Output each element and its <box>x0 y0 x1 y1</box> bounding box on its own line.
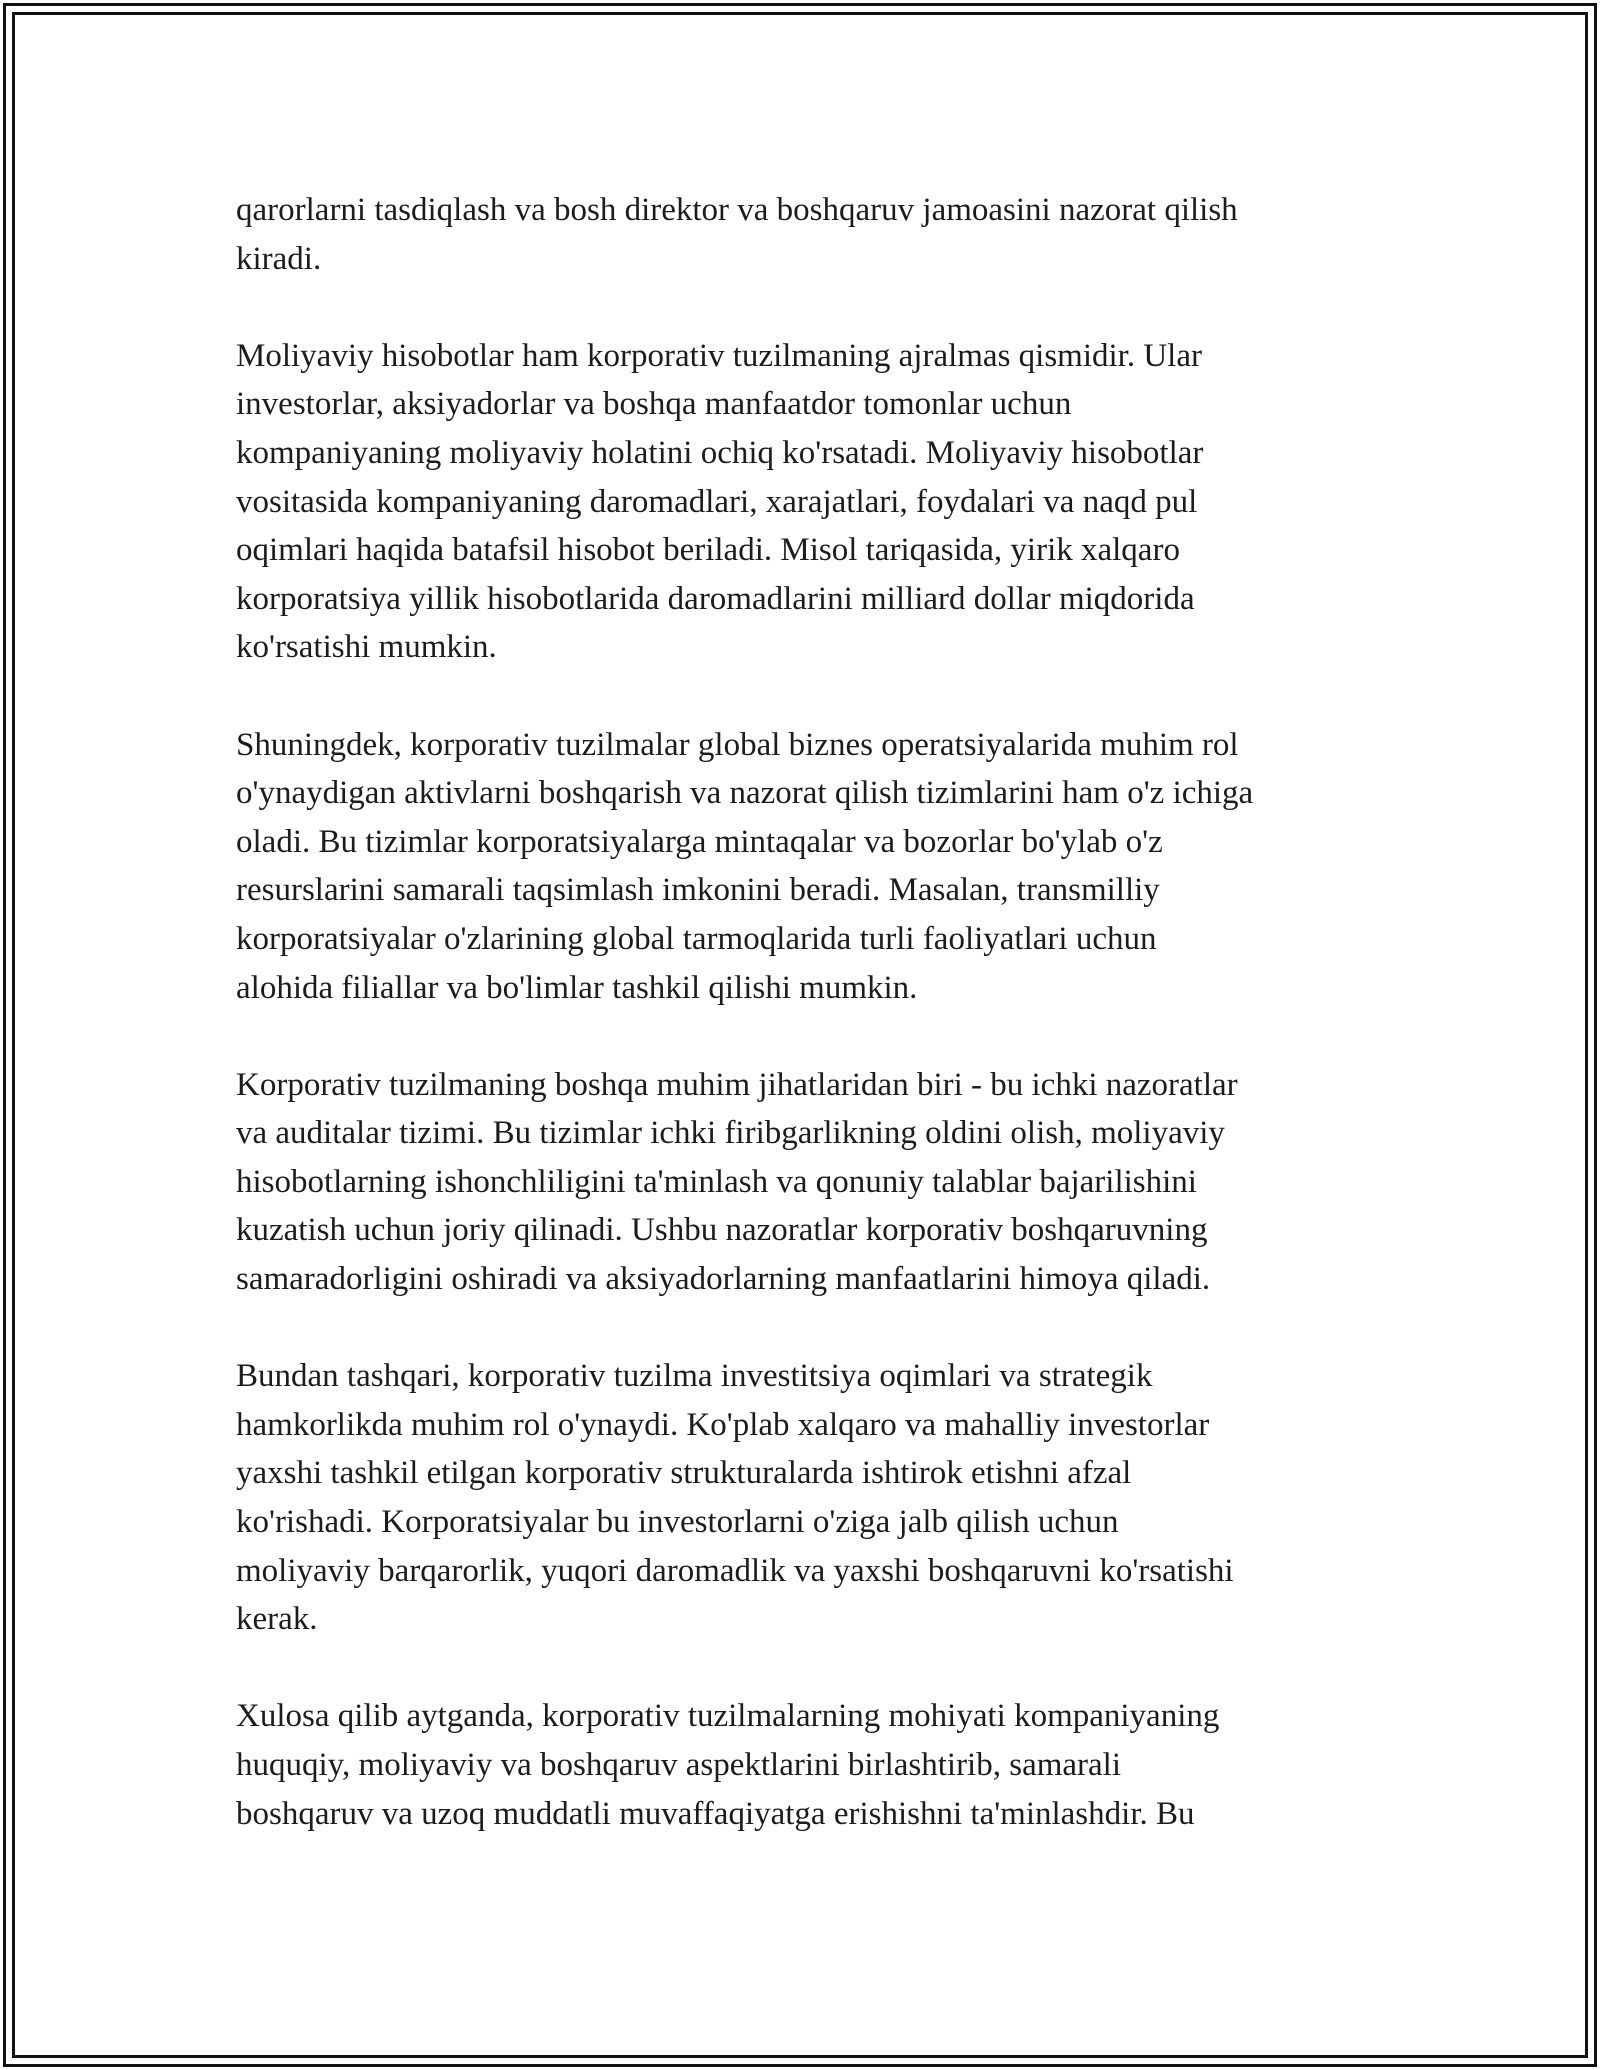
text-line: resurslarini samarali taqsimlash imkonini beradi. Masalan, transmilliy <box>236 872 1160 909</box>
text-line: hamkorlikda muhim rol o'ynaydi. Ko'plab xalqaro va mahalliy investorlar <box>236 1406 1210 1443</box>
text-line: Bundan tashqari, korporativ tuzilma investitsiya oqimlari va strategik <box>236 1358 1153 1395</box>
text-line: oladi. Bu tizimlar korporatsiyalarga mintaqalar va bozorlar bo'ylab o'z <box>236 823 1163 860</box>
paragraph-3 <box>236 721 1380 1013</box>
text-line: va auditalar tizimi. Bu tizimlar ichki firibgarlikning oldini olish, moliyaviy <box>236 1115 1225 1152</box>
text-line: Xulosa qilib aytganda, korporativ tuzilmalarning mohiyati kompaniyaning <box>236 1698 1220 1735</box>
text-line: Moliyaviy hisobotlar ham korporativ tuzilmaning ajralmas qismidir. Ular <box>236 337 1202 374</box>
text-line: kiradi. <box>236 240 322 277</box>
text-line: huquqiy, moliyaviy va boshqaruv aspektlarini birlashtirib, samarali <box>236 1747 1122 1783</box>
text-line: ko'rishadi. Korporatsiyalar bu investorlarni o'ziga jalb qilish uchun <box>236 1504 1119 1541</box>
paragraph-2 <box>236 332 1380 672</box>
text-line: samaradorligini oshiradi va aksiyadorlarning manfaatlarini himoya qiladi. <box>236 1261 1211 1298</box>
text-line: hisobotlarning ishonchliligini ta'minlash va qonuniy talablar bajarilishini <box>236 1163 1197 1200</box>
text-line: Korporativ tuzilmaning boshqa muhim jihatlaridan biri - bu ichki nazoratlar <box>236 1066 1238 1103</box>
text-line: korporatsiya yillik hisobotlarida daromadlarini milliard dollar miqdorida <box>236 580 1195 617</box>
text-line: Shuningdek, korporativ tuzilmalar global biznes operatsiyalarida muhim rol <box>236 726 1239 763</box>
text-line: oqimlari haqida batafsil hisobot beriladi. Misol tariqasida, yirik xalqaro <box>236 532 1180 569</box>
text-line: o'ynaydigan aktivlarni boshqarish va nazorat qilish tizimlarini ham o'z ichiga <box>236 775 1254 812</box>
text-line: alohida filiallar va bo'limlar tashkil qilishi mumkin. <box>236 969 918 1006</box>
text-line: kompaniyaning moliyaviy holatini ochiq ko'rsatadi. Moliyaviy hisobotlar <box>236 434 1204 471</box>
text-line: investorlar, aksiyadorlar va boshqa manfaatdor tomonlar uchun <box>236 386 1072 423</box>
text-line: moliyaviy barqarorlik, yuqori daromadlik va yaxshi boshqaruvni ko'rsatishi <box>236 1552 1234 1589</box>
text-line: yaxshi tashkil etilgan korporativ strukturalarda ishtirok etishni afzal <box>236 1455 1132 1492</box>
text-line: kerak. <box>236 1601 318 1638</box>
document-body <box>236 186 1380 1887</box>
text-line: kuzatish uchun joriy qilinadi. Ushbu nazoratlar korporativ boshqaruvning <box>236 1212 1208 1249</box>
text-line: korporatsiyalar o'zlarining global tarmoqlarida turli faoliyatlari uchun <box>236 920 1157 957</box>
text-line: boshqaruv va uzoq muddatli muvaffaqiyatga erishishni ta'minlashdir. Bu <box>236 1795 1195 1832</box>
paragraph-5 <box>236 1352 1380 1644</box>
text-line: qarorlarni tasdiqlash va bosh direktor va boshqaruv jamoasini nazorat qilish <box>236 192 1238 228</box>
paragraph-1 <box>236 186 1380 283</box>
paragraph-6 <box>236 1692 1380 1838</box>
paragraph-4 <box>236 1061 1380 1304</box>
text-line: vositasida kompaniyaning daromadlari, xarajatlari, foydalari va naqd pul <box>236 483 1198 520</box>
text-line: ko'rsatishi mumkin. <box>236 629 497 666</box>
